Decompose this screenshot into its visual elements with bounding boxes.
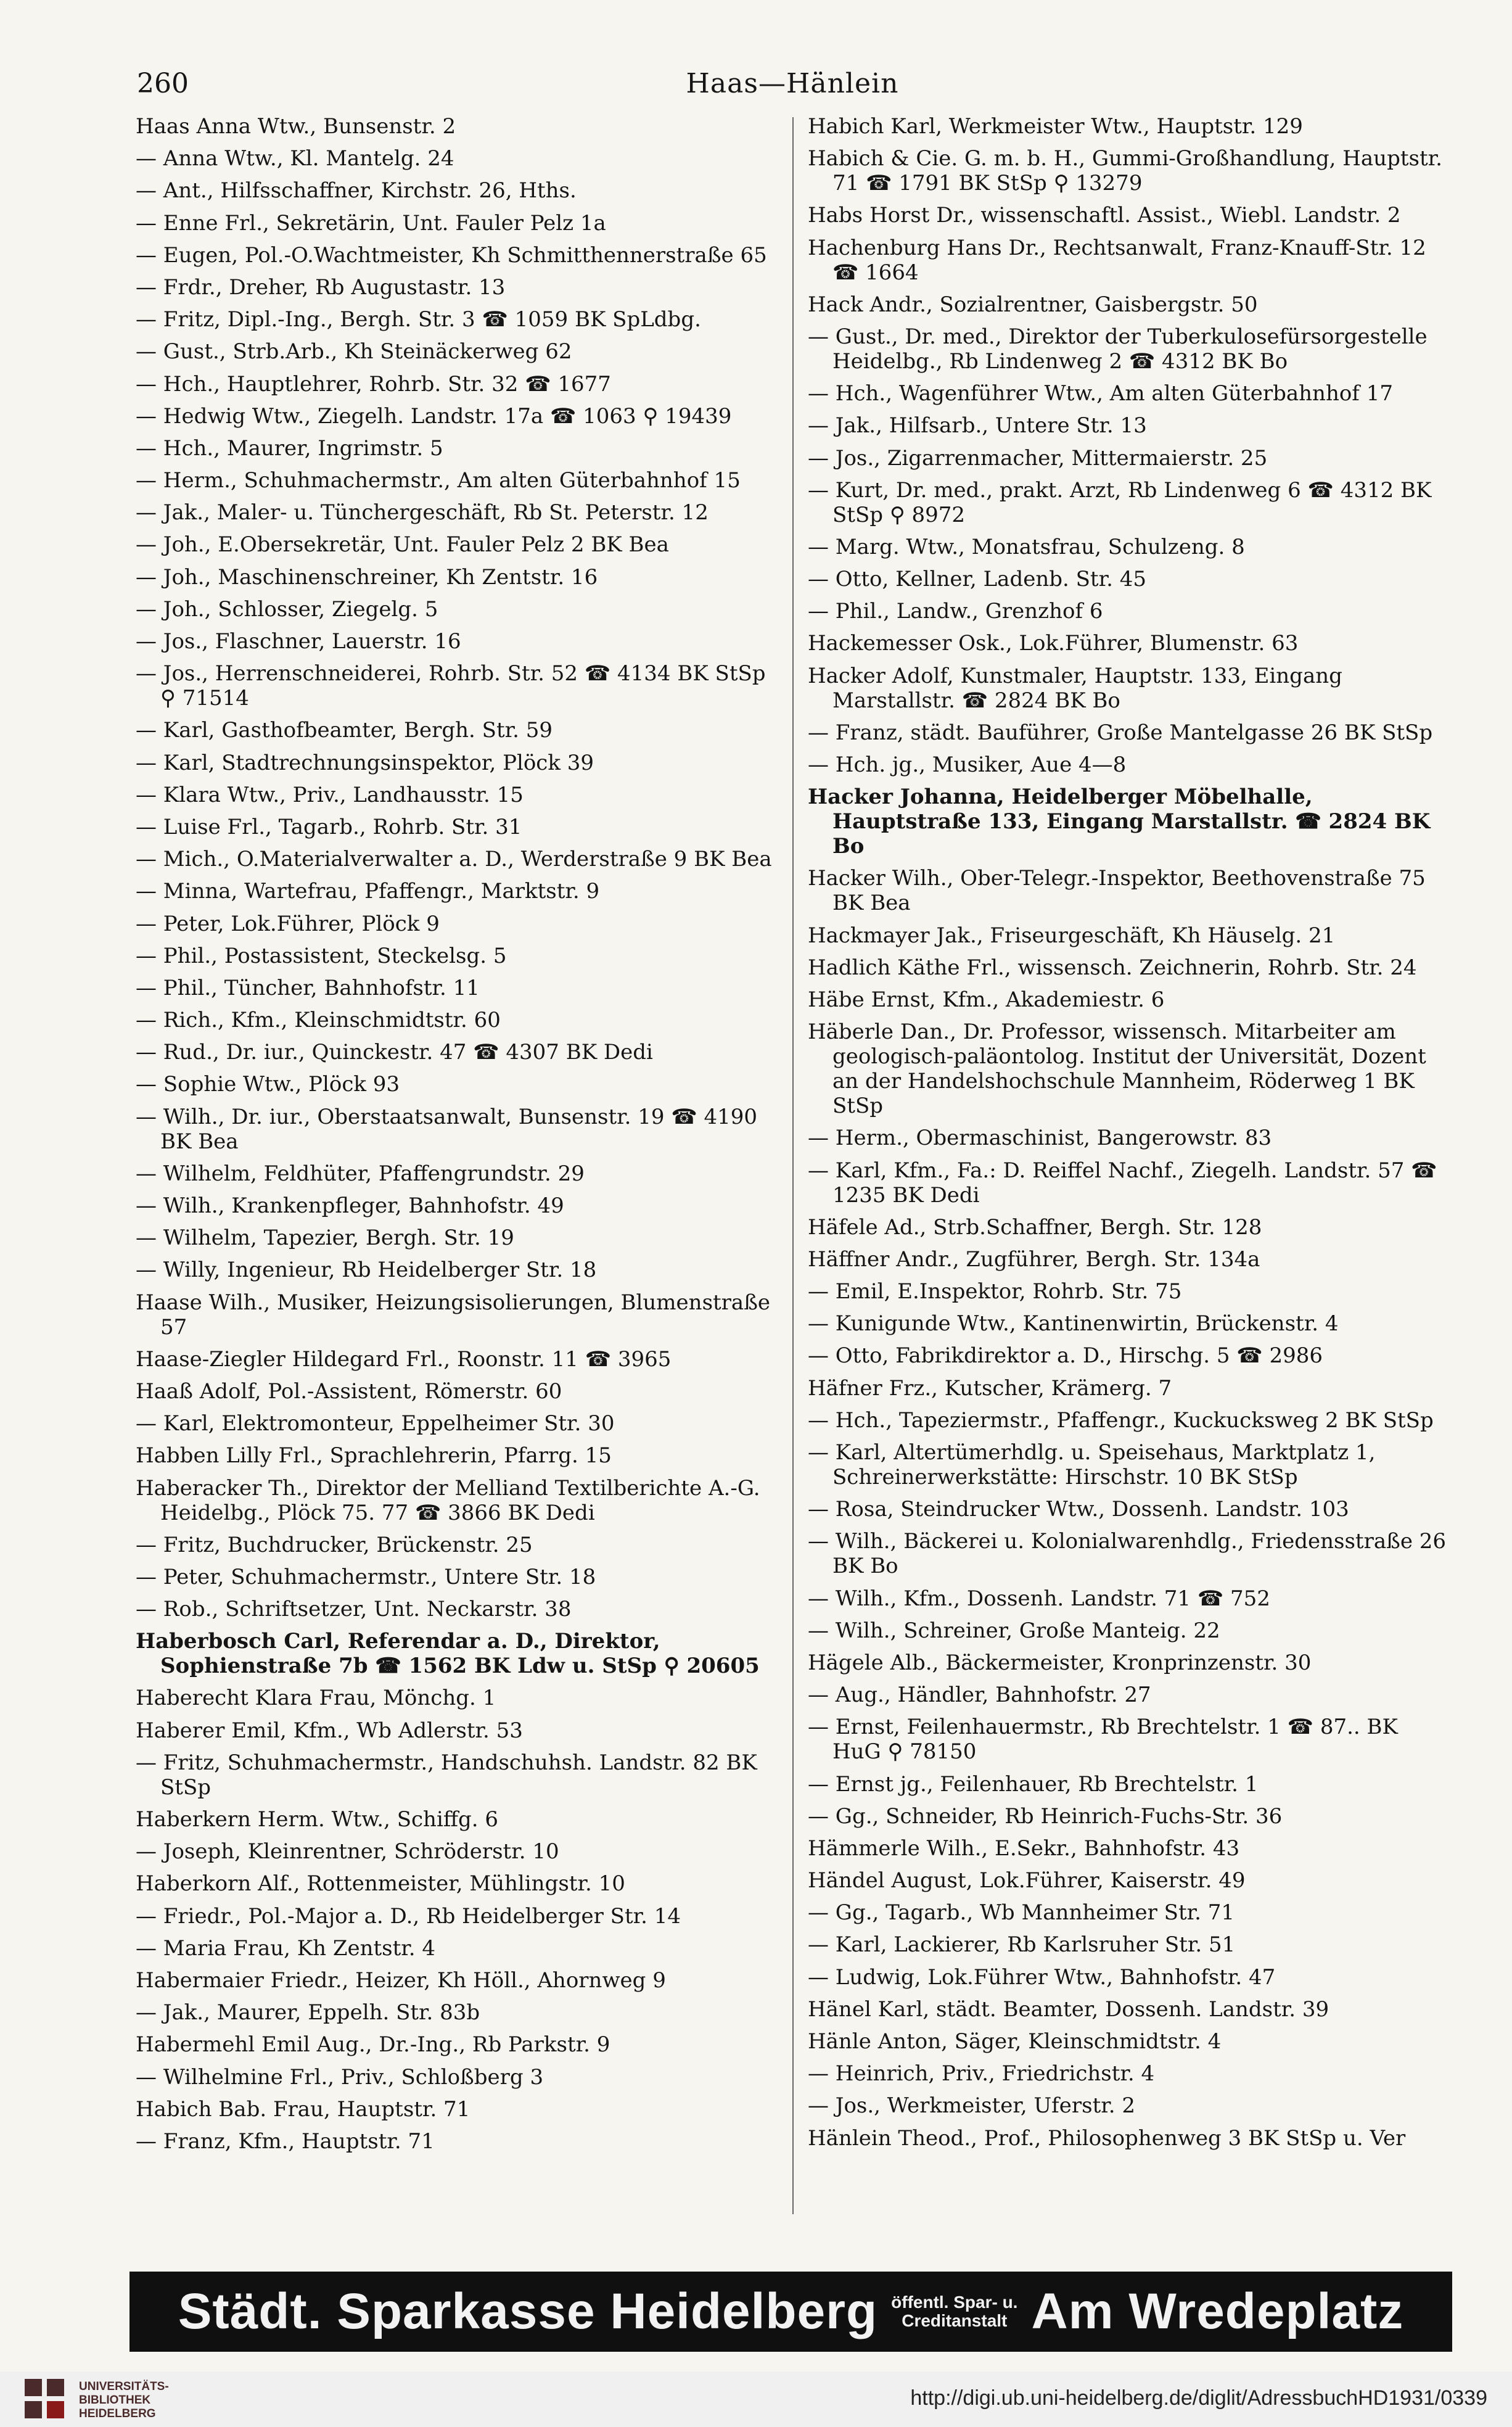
directory-entry: — Fritz, Dipl.-Ing., Bergh. Str. 3 ☎ 1059 BK SpLdbg. [136, 307, 701, 332]
directory-entry: — Karl, Elektromonteur, Eppelheimer Str. 30 [136, 1411, 615, 1436]
directory-entry: — Joh., Maschinenschreiner, Kh Zentstr. 16 [136, 564, 598, 590]
directory-entry: Hämmerle Wilh., E.Sekr., Bahnhofstr. 43 [808, 1836, 1240, 1861]
directory-entry: — Friedr., Pol.-Major a. D., Rb Heidelberger Str. 14 [136, 1903, 681, 1929]
directory-entry: Häfner Frz., Kutscher, Krämerg. 7 [808, 1375, 1172, 1401]
directory-entry: — Karl, Altertümerhdlg. u. Speisehaus, Marktplatz 1, Schreinerwerkstätte: Hirschstr. 10 BK StSp [808, 1440, 1376, 1490]
digitization-footer [0, 2371, 1512, 2427]
directory-entry: Haase-Ziegler Hildegard Frl., Roonstr. 11 ☎ 3965 [136, 1346, 672, 1372]
directory-entry: Habermehl Emil Aug., Dr.-Ing., Rb Parkstr. 9 [136, 2032, 610, 2058]
directory-entry: — Gg., Tagarb., Wb Mannheimer Str. 71 [808, 1900, 1235, 1926]
directory-entry: — Ludwig, Lok.Führer Wtw., Bahnhofstr. 47 [808, 1964, 1276, 1990]
directory-entry: — Wilh., Bäckerei u. Kolonialwarenhdlg., Friedensstraße 26 BK Bo [808, 1529, 1447, 1579]
directory-entry: Händel August, Lok.Führer, Kaiserstr. 49 [808, 1868, 1246, 1893]
directory-entry: — Ernst jg., Feilenhauer, Rb Brechtelstr. 1 [808, 1771, 1259, 1797]
ad-subtitle-line2: Creditanstalt [902, 2311, 1008, 2330]
directory-entry: — Jak., Maurer, Eppelh. Str. 83b [136, 2000, 480, 2025]
directory-entry: Haberacker Th., Direktor der Melliand Textilberichte A.-G. Heidelbg., Plöck 75. 77 ☎ 3866 BK Dedi [136, 1475, 760, 1525]
directory-entry: — Kurt, Dr. med., prakt. Arzt, Rb Lindenweg 6 ☎ 4312 BK StSp ⚲ 8972 [808, 477, 1432, 527]
directory-entry: — Wilhelm, Feldhüter, Pfaffengrundstr. 29 [136, 1161, 585, 1186]
directory-entry: — Rob., Schriftsetzer, Unt. Neckarstr. 38 [136, 1597, 572, 1622]
directory-entry: — Phil., Tüncher, Bahnhofstr. 11 [136, 975, 480, 1000]
directory-entry: Häbe Ernst, Kfm., Akademiestr. 6 [808, 987, 1165, 1012]
left-column [136, 114, 780, 2161]
directory-entry: — Hedwig Wtw., Ziegelh. Landstr. 17a ☎ 1063 ⚲ 19439 [136, 403, 732, 429]
directory-entry: Haberkorn Alf., Rottenmeister, Mühlingstr. 10 [136, 1871, 625, 1897]
ad-name: Städt. Sparkasse Heidelberg [178, 2283, 878, 2339]
ad-subtitle-line1: öffentl. Spar- u. [891, 2293, 1018, 2312]
directory-entry: — Emil, E.Inspektor, Rohrb. Str. 75 [808, 1279, 1182, 1304]
directory-entry: Haase Wilh., Musiker, Heizungsisolierungen, Blumenstraße 57 [136, 1290, 771, 1340]
directory-entry: Habs Horst Dr., wissenschaftl. Assist., Wiebl. Landstr. 2 [808, 203, 1401, 228]
directory-entry: — Anna Wtw., Kl. Mantelg. 24 [136, 146, 454, 171]
directory-entry: — Marg. Wtw., Monatsfrau, Schulzeng. 8 [808, 534, 1245, 559]
directory-entry: Häffner Andr., Zugführer, Bergh. Str. 134a [808, 1246, 1260, 1272]
page-header [129, 62, 1455, 105]
directory-entry: Hacker Wilh., Ober-Telegr.-Inspektor, Beethovenstraße 75 BK Bea [808, 866, 1426, 916]
library-name [79, 2380, 169, 2421]
directory-entry: — Jos., Flaschner, Lauerstr. 16 [136, 629, 461, 654]
directory-entry: — Franz, städt. Bauführer, Große Mantelgasse 26 BK StSp [808, 720, 1433, 745]
directory-entry: — Rich., Kfm., Kleinschmidtstr. 60 [136, 1008, 501, 1033]
directory-entry: — Wilh., Kfm., Dossenh. Landstr. 71 ☎ 752 [808, 1586, 1270, 1611]
directory-entry: — Hch., Wagenführer Wtw., Am alten Güterbahnhof 17 [808, 381, 1393, 406]
directory-entry: Habich Bab. Frau, Hauptstr. 71 [136, 2096, 470, 2122]
directory-entry: — Jos., Zigarrenmacher, Mittermaierstr. 25 [808, 445, 1268, 471]
directory-entry: Hacker Adolf, Kunstmaler, Hauptstr. 133, Eingang Marstallstr. ☎ 2824 BK Bo [808, 663, 1342, 713]
page-number: 260 [137, 68, 189, 99]
directory-entry: — Minna, Wartefrau, Pfaffengr., Marktstr. 9 [136, 879, 600, 904]
directory-entry: Haaß Adolf, Pol.-Assistent, Römerstr. 60 [136, 1378, 562, 1404]
directory-entry: Habich Karl, Werkmeister Wtw., Hauptstr. 129 [808, 114, 1303, 139]
directory-entry: — Franz, Kfm., Hauptstr. 71 [136, 2128, 435, 2154]
directory-entry: Habich & Cie. G. m. b. H., Gummi-Großhandlung, Hauptstr. 71 ☎ 1791 BK StSp ⚲ 13279 [808, 146, 1442, 196]
directory-entry: — Eugen, Pol.-O.Wachtmeister, Kh Schmitthennerstraße 65 [136, 242, 767, 268]
directory-entry: — Jak., Maler- u. Tünchergeschäft, Rb St. Peterstr. 12 [136, 500, 709, 525]
directory-entry: — Aug., Händler, Bahnhofstr. 27 [808, 1683, 1151, 1708]
directory-entry: — Wilh., Dr. iur., Oberstaatsanwalt, Bunsenstr. 19 ☎ 4190 BK Bea [136, 1104, 758, 1154]
directory-entry: — Joh., E.Obersekretär, Unt. Fauler Pelz 2 BK Bea [136, 532, 669, 558]
directory-entry: Hacker Johanna, Heidelberger Möbelhalle, Hauptstraße 133, Eingang Marstallstr. ☎ 2824 BK Bo [808, 785, 1431, 859]
directory-entry: Häberle Dan., Dr. Professor, wissensch. Mitarbeiter am geologisch-paläontolog. Institut der Universität, Dozent an der Handelshochschule Mannheim, Röderweg 1 BK StSp [808, 1020, 1426, 1119]
column-divider [792, 117, 794, 2214]
directory-entry: — Karl, Lackierer, Rb Karlsruher Str. 51 [808, 1932, 1236, 1958]
library-name-line3: HEIDELBERG [79, 2407, 156, 2420]
directory-entry: — Phil., Landw., Grenzhof 6 [808, 599, 1103, 624]
directory-entry: Hackemesser Osk., Lok.Führer, Blumenstr. 63 [808, 631, 1299, 656]
directory-entry: — Luise Frl., Tagarb., Rohrb. Str. 31 [136, 814, 522, 839]
directory-entry: — Hch., Hauptlehrer, Rohrb. Str. 32 ☎ 1677 [136, 371, 611, 397]
directory-entry: — Karl, Stadtrechnungsinspektor, Plöck 39 [136, 750, 594, 775]
directory-entry: Haas Anna Wtw., Bunsenstr. 2 [136, 114, 456, 139]
directory-entry: — Peter, Lok.Führer, Plöck 9 [136, 911, 440, 936]
source-url-link[interactable]: http://digi.ub.uni-heidelberg.de/diglit/AdressbuchHD1931/0339 [910, 2386, 1487, 2410]
directory-entry: — Wilhelmine Frl., Priv., Schloßberg 3 [136, 2064, 544, 2090]
directory-entry: — Hch. jg., Musiker, Aue 4—8 [808, 752, 1127, 777]
directory-entry: — Klara Wtw., Priv., Landhausstr. 15 [136, 782, 524, 807]
directory-entry: — Mich., O.Materialverwalter a. D., Werderstraße 9 BK Bea [136, 847, 772, 872]
directory-entry: — Otto, Kellner, Ladenb. Str. 45 [808, 567, 1146, 592]
directory-entry: Hack Andr., Sozialrentner, Gaisbergstr. 50 [808, 292, 1258, 317]
directory-entry: — Ernst, Feilenhauermstr., Rb Brechtelstr. 1 ☎ 87.. BK HuG ⚲ 78150 [808, 1715, 1398, 1765]
directory-entry: Hackmayer Jak., Friseurgeschäft, Kh Häuselg. 21 [808, 923, 1336, 948]
directory-entry: Hänel Karl, städt. Beamter, Dossenh. Landstr. 39 [808, 1996, 1329, 2022]
directory-entry: Häfele Ad., Strb.Schaffner, Bergh. Str. 128 [808, 1214, 1262, 1240]
library-logo-icon [25, 2379, 67, 2421]
sparkasse-advertisement [129, 2272, 1452, 2352]
directory-entry: — Jos., Herrenschneiderei, Rohrb. Str. 52 ☎ 4134 BK StSp ⚲ 71514 [136, 661, 766, 711]
directory-page [129, 43, 1455, 2288]
directory-entry: — Hch., Maurer, Ingrimstr. 5 [136, 435, 443, 461]
directory-entry: — Joseph, Kleinrentner, Schröderstr. 10 [136, 1839, 559, 1865]
directory-entry: Haberer Emil, Kfm., Wb Adlerstr. 53 [136, 1718, 523, 1743]
library-name-line2: BIBLIOTHEK [79, 2394, 151, 2407]
directory-entry: — Karl, Gasthofbeamter, Bergh. Str. 59 [136, 718, 553, 743]
directory-entry: Hadlich Käthe Frl., wissensch. Zeichnerin, Rohrb. Str. 24 [808, 955, 1417, 980]
directory-entry: — Fritz, Buchdrucker, Brückenstr. 25 [136, 1532, 533, 1557]
directory-entry: — Herm., Obermaschinist, Bangerowstr. 83 [808, 1126, 1272, 1151]
directory-entry: — Sophie Wtw., Plöck 93 [136, 1072, 400, 1097]
directory-entry: — Maria Frau, Kh Zentstr. 4 [136, 1935, 436, 1961]
directory-entry: — Jos., Werkmeister, Uferstr. 2 [808, 2093, 1136, 2119]
directory-entry: Hachenburg Hans Dr., Rechtsanwalt, Franz-Knauff-Str. 12 ☎ 1664 [808, 235, 1426, 285]
directory-entry: — Jak., Hilfsarb., Untere Str. 13 [808, 413, 1147, 439]
directory-entry: Haberbosch Carl, Referendar a. D., Direktor, Sophienstraße 7b ☎ 1562 BK Ldw u. StSp ⚲ 20605 [136, 1629, 760, 1679]
directory-entry: — Rud., Dr. iur., Quinckestr. 47 ☎ 4307 BK Dedi [136, 1040, 653, 1065]
directory-entry: — Gg., Schneider, Rb Heinrich-Fuchs-Str. 36 [808, 1803, 1283, 1829]
directory-entry: Hänle Anton, Säger, Kleinschmidtstr. 4 [808, 2029, 1222, 2054]
directory-entry: Habben Lilly Frl., Sprachlehrerin, Pfarrg. 15 [136, 1443, 612, 1469]
directory-entry: Haberecht Klara Frau, Mönchg. 1 [136, 1686, 496, 1711]
directory-entry: Habermaier Friedr., Heizer, Kh Höll., Ahornweg 9 [136, 1968, 666, 1993]
directory-entry: — Wilh., Schreiner, Große Manteig. 22 [808, 1618, 1220, 1643]
directory-entry: — Heinrich, Priv., Friedrichstr. 4 [808, 2061, 1155, 2087]
directory-entry: — Peter, Schuhmachermstr., Untere Str. 18 [136, 1564, 596, 1589]
directory-entry: — Herm., Schuhmachermstr., Am alten Güterbahnhof 15 [136, 468, 741, 493]
directory-entry: — Willy, Ingenieur, Rb Heidelberger Str. 18 [136, 1258, 597, 1283]
directory-entry: — Wilh., Krankenpfleger, Bahnhofstr. 49 [136, 1193, 564, 1218]
right-column [808, 114, 1452, 2158]
directory-entry: — Wilhelm, Tapezier, Bergh. Str. 19 [136, 1226, 514, 1251]
library-name-line1: UNIVERSITÄTS- [79, 2380, 169, 2393]
directory-entry: — Enne Frl., Sekretärin, Unt. Fauler Pelz 1a [136, 210, 606, 236]
ad-subtitle [891, 2293, 1017, 2330]
directory-entry: — Rosa, Steindrucker Wtw., Dossenh. Landstr. 103 [808, 1497, 1349, 1522]
directory-entry: — Phil., Postassistent, Steckelsg. 5 [136, 943, 507, 968]
directory-entry: — Gust., Dr. med., Direktor der Tuberkulosefürsorgestelle Heidelbg., Rb Lindenweg 2 ☎ 4312 BK Bo [808, 324, 1428, 374]
directory-entry: — Frdr., Dreher, Rb Augustastr. 13 [136, 274, 506, 300]
directory-entry: Hänlein Theod., Prof., Philosophenweg 3 BK StSp u. Ver [808, 2125, 1406, 2151]
directory-entry: — Fritz, Schuhmachermstr., Handschuhsh. Landstr. 82 BK StSp [136, 1750, 757, 1800]
directory-entry: — Joh., Schlosser, Ziegelg. 5 [136, 596, 438, 622]
directory-entry: — Gust., Strb.Arb., Kh Steinäckerweg 62 [136, 339, 572, 365]
directory-entry: — Karl, Kfm., Fa.: D. Reiffel Nachf., Ziegelh. Landstr. 57 ☎ 1235 BK Dedi [808, 1158, 1437, 1208]
ad-location: Am Wredeplatz [1031, 2283, 1404, 2339]
directory-entry: — Hch., Tapeziermstr., Pfaffengr., Kuckucksweg 2 BK StSp [808, 1407, 1434, 1433]
directory-entry: — Kunigunde Wtw., Kantinenwirtin, Brückenstr. 4 [808, 1311, 1339, 1337]
directory-entry: — Ant., Hilfsschaffner, Kirchstr. 26, Hths. [136, 178, 577, 204]
directory-entry: Haberkern Herm. Wtw., Schiffg. 6 [136, 1807, 498, 1832]
running-head: Haas—Hänlein [686, 68, 899, 99]
directory-entry: Hägele Alb., Bäckermeister, Kronprinzenstr. 30 [808, 1650, 1312, 1675]
directory-entry: — Otto, Fabrikdirektor a. D., Hirschg. 5 ☎ 2986 [808, 1343, 1323, 1369]
